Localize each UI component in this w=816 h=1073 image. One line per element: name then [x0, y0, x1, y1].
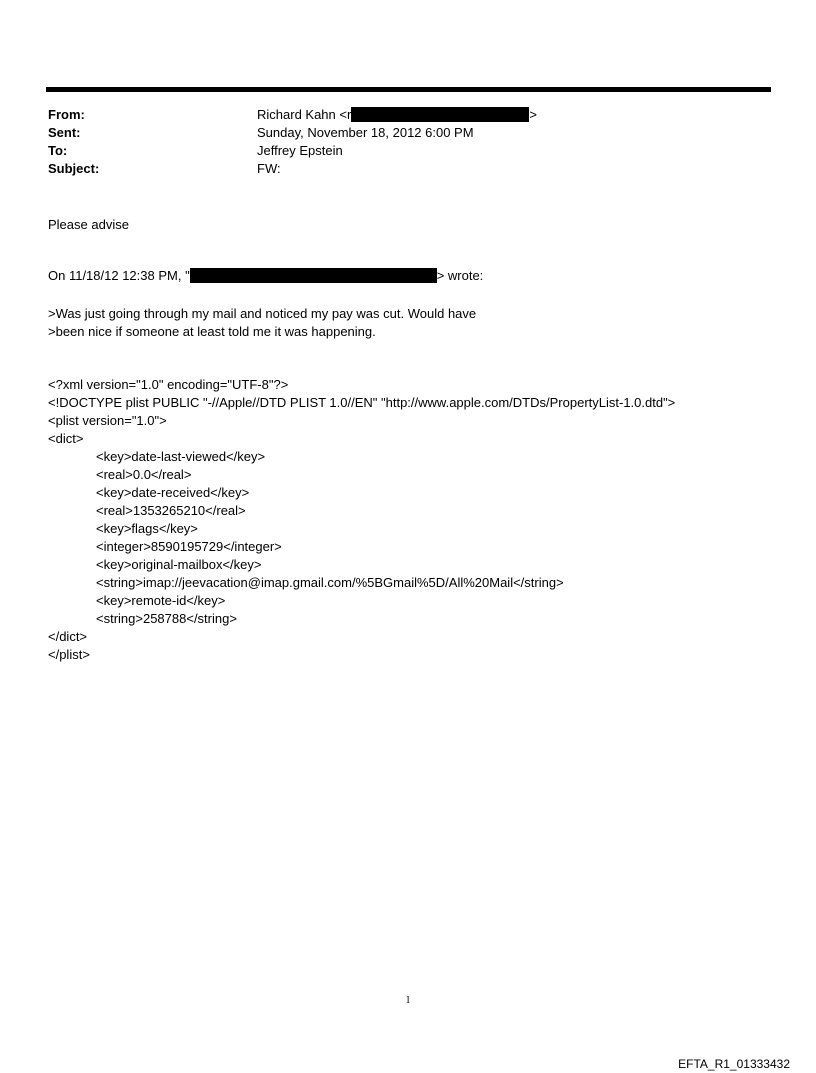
wrote-prefix: On 11/18/12 12:38 PM, ": [48, 268, 190, 283]
subject-value: FW:: [257, 161, 281, 176]
from-name: Richard Kahn <r: [257, 107, 352, 122]
subject-row: [48, 161, 748, 179]
plist-line: <dict>: [48, 431, 84, 446]
header-divider: [46, 87, 771, 92]
quote-line: >Was just going through my mail and noticed my pay was cut. Would have: [48, 306, 477, 321]
sent-row: [48, 125, 748, 143]
document-id: EFTA_R1_01333432: [678, 1057, 790, 1071]
quoted-message: [48, 305, 476, 341]
plist-line: <string>258788</string>: [96, 611, 237, 626]
to-row: [48, 143, 748, 161]
plist-line: </plist>: [48, 647, 90, 662]
page-number: 1: [405, 995, 411, 1006]
plist-line: <integer>8590195729</integer>: [96, 539, 282, 554]
wrote-suffix: > wrote:: [436, 268, 484, 283]
plist-line: <key>date-last-viewed</key>: [96, 449, 266, 464]
from-row: [48, 107, 748, 125]
from-close: >: [529, 107, 537, 122]
subject-label: Subject:: [48, 161, 100, 176]
plist-line: </dict>: [48, 629, 88, 644]
plist-line: <?xml version="1.0" encoding="UTF-8"?>: [48, 377, 289, 392]
plist-block: [48, 376, 675, 664]
plist-line: <key>flags</key>: [96, 521, 198, 536]
plist-line: <string>imap://jeevacation@imap.gmail.com/%5BGmail%5D/All%20Mail</string>: [96, 575, 564, 590]
plist-line: <real>0.0</real>: [96, 467, 192, 482]
sent-label: Sent:: [48, 125, 81, 140]
email-header: [48, 107, 748, 179]
redaction-box: [351, 107, 529, 122]
plist-line: <!DOCTYPE plist PUBLIC "-//Apple//DTD PLIST 1.0//EN" "http://www.apple.com/DTDs/PropertyList-1.0.dtd">: [48, 395, 676, 410]
advise-text: Please advise: [48, 217, 129, 232]
redaction-box: [190, 268, 437, 283]
plist-line: <plist version="1.0">: [48, 413, 167, 428]
sent-value: Sunday, November 18, 2012 6:00 PM: [257, 125, 474, 140]
wrote-line: [48, 268, 483, 283]
from-value: [257, 107, 537, 122]
from-label: From:: [48, 107, 85, 122]
to-label: To:: [48, 143, 68, 158]
to-value: Jeffrey Epstein: [257, 143, 343, 158]
plist-line: <real>1353265210</real>: [96, 503, 246, 518]
plist-line: <key>remote-id</key>: [96, 593, 226, 608]
quote-line: >been nice if someone at least told me it was happening.: [48, 324, 376, 339]
plist-line: <key>date-received</key>: [96, 485, 250, 500]
plist-line: <key>original-mailbox</key>: [96, 557, 262, 572]
